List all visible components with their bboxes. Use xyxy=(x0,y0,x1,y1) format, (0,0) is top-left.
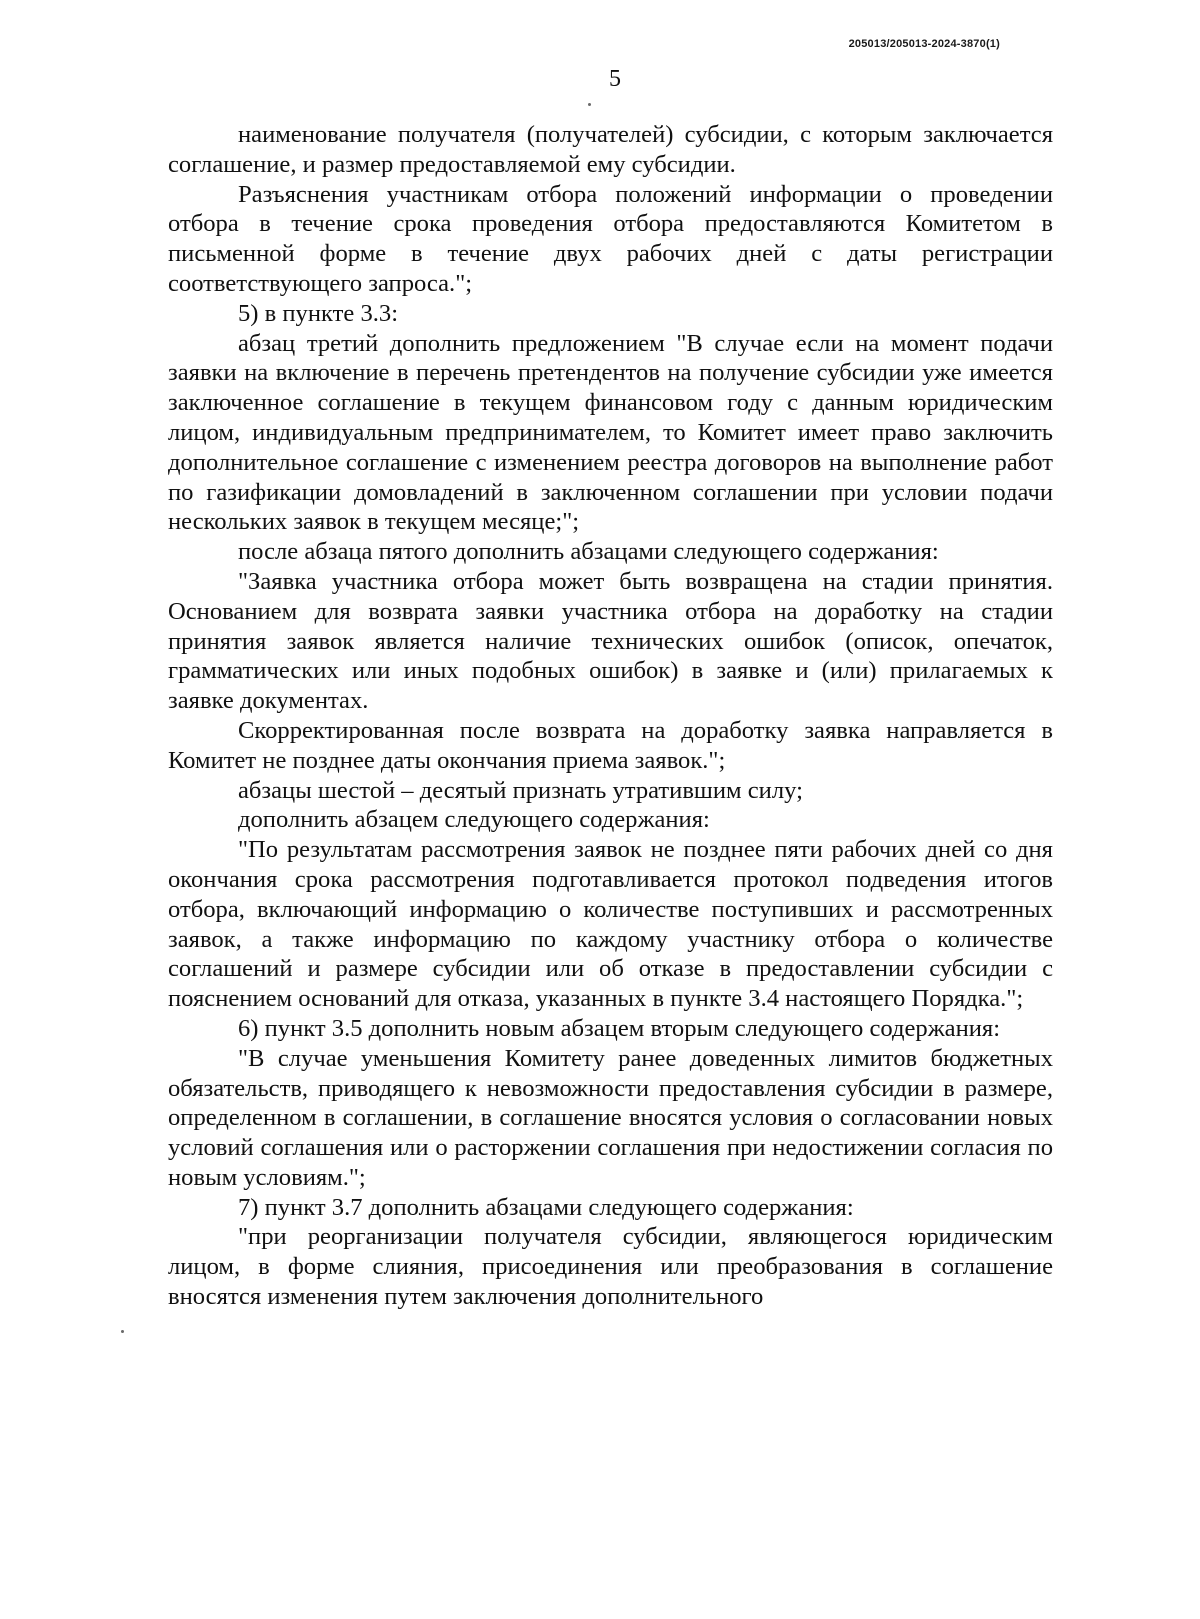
scan-speck xyxy=(588,103,591,106)
document-id: 205013/205013-2024-3870(1) xyxy=(848,38,1000,50)
paragraph-add-abzac: дополнить абзацем следующего содержания: xyxy=(238,806,710,834)
document-body xyxy=(168,120,1053,1312)
paragraph-reorganization: "при реорганизации получателя субсидии, являющегося юридическим лицом, в форме слияния, присоединения или преобразования в соглашение вносятся изменения путем заключения дополнительного xyxy=(168,1223,1053,1311)
paragraph-application-return: "Заявка участника отбора может быть возвращена на стадии принятия. Основанием для возврата заявки участника отбора на доработку на стадии принятия заявок является наличие технических ошибок (описок, опечаток, грамматических или иных подобных ошибок) в заявке и (или) прилагаемых к заявке документах. xyxy=(168,567,1053,715)
paragraph-corrected-application: Скорректированная после возврата на доработку заявка направляется в Комитет не позднее даты окончания приема заявок."; xyxy=(168,716,1053,774)
paragraph-after-fifth: после абзаца пятого дополнить абзацами следующего содержания: xyxy=(238,538,939,566)
paragraph-third-addition: абзац третий дополнить предложением "В случае если на момент подачи заявки на включение в перечень претендентов на получение субсидии уже имеется заключенное соглашение в текущем финансовом году с данным юридическим лицом, индивидуальным предпринимателем, то Комитет имеет право заключить дополнительное соглашение с изменением реестра договоров на выполнение работ по газификации домовладений в заключенном соглашении при условии подачи нескольких заявок в текущем месяце;"; xyxy=(168,329,1053,536)
paragraph-item-7: 7) пункт 3.7 дополнить абзацами следующего содержания: xyxy=(238,1193,854,1221)
page-number: 5 xyxy=(609,66,621,92)
paragraph-limits-reduction: "В случае уменьшения Комитету ранее доведенных лимитов бюджетных обязательств, приводящего к невозможности предоставления субсидии в размере, определенном в соглашении, в соглашение вносятся условия о согласовании новых условий соглашения или о расторжении соглашения при недостижении согласия по новым условиям."; xyxy=(168,1044,1053,1191)
paragraph-repeal: абзацы шестой – десятый признать утратившим силу; xyxy=(238,776,803,804)
paragraph-recipient-name: наименование получателя (получателей) субсидии, с которым заключается соглашение, и размер предоставляемой ему субсидии. xyxy=(168,121,1053,178)
paragraph-item-6: 6) пункт 3.5 дополнить новым абзацем вторым следующего содержания: xyxy=(238,1014,1001,1042)
paragraph-clarifications: Разъяснения участникам отбора положений информации о проведении отбора в течение срока проведения отбора предоставляются Комитетом в письменной форме в течение двух рабочих дней с даты регистрации соответствующего запроса."; xyxy=(168,180,1053,297)
paragraph-review-results: "По результатам рассмотрения заявок не позднее пяти рабочих дней со дня окончания срока рассмотрения подготавливается протокол подведения итогов отбора, включающий информацию о количестве поступивших и рассмотренных заявок, а также информацию по каждому участнику отбора о количестве соглашений и размере субсидии или об отказе в предоставлении субсидии с пояснением оснований для отказа, указанных в пункте 3.4 настоящего Порядка."; xyxy=(168,836,1053,1013)
scan-speck xyxy=(121,1330,124,1333)
paragraph-item-5: 5) в пункте 3.3: xyxy=(238,299,399,327)
